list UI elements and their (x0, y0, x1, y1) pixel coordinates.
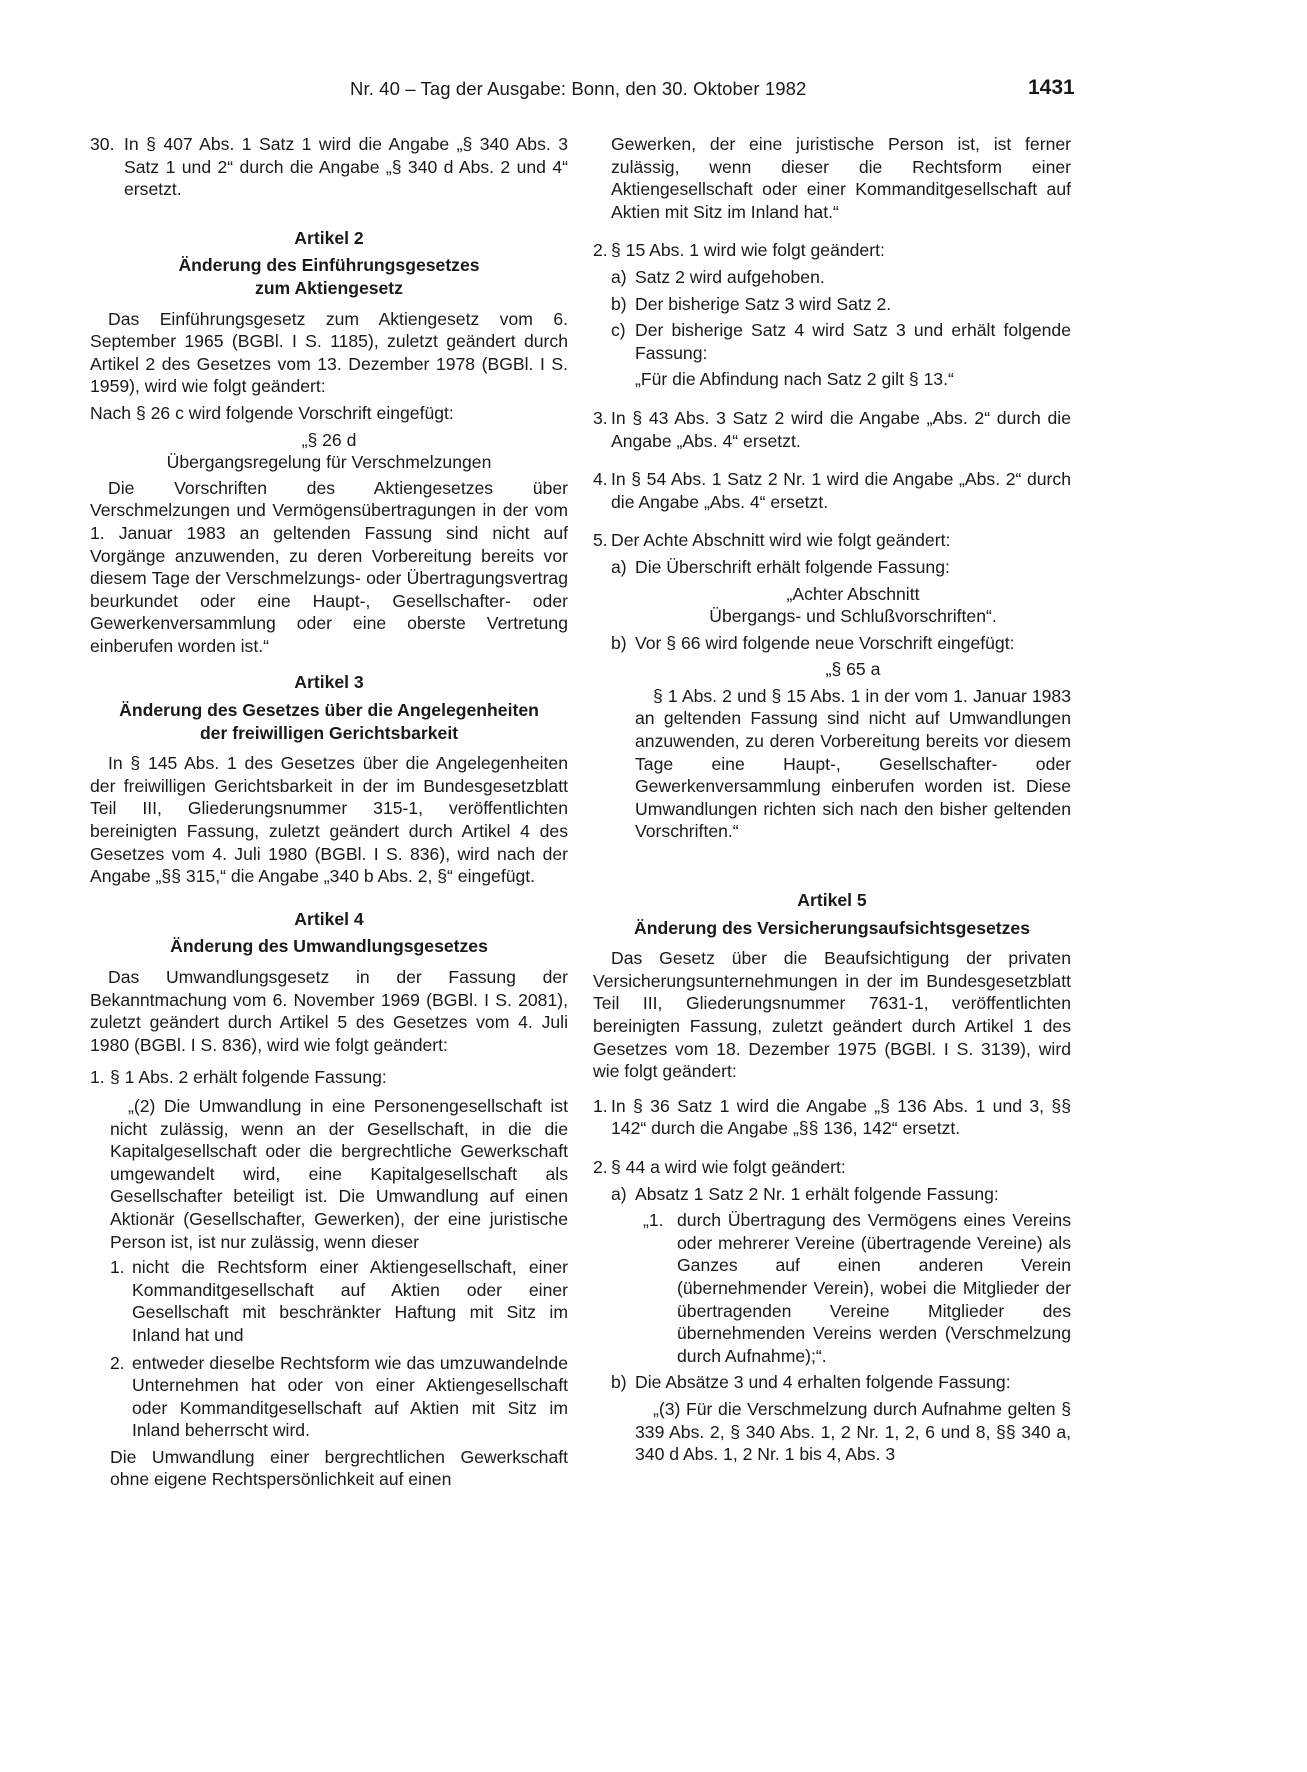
quoted-heading: Übergangs- und Schlußvorschriften“. (709, 606, 997, 627)
item-text: Vor § 66 wird folgende neue Vorschrift eingefügt: (635, 632, 1015, 653)
item-number: 3. (593, 407, 608, 428)
item-number: 30. (90, 134, 115, 154)
paragraph: In § 145 Abs. 1 des Gesetzes über die Angelegenheiten der freiwilligen Gerichtsbarkeit in der im Bundesgesetzblatt Teil III, Gliederungsnummer 315-1, veröffentlichten bereinigten Fassung, zuletzt geändert durch Artikel 4 des Gesetzes vom 4. Juli 1980 (BGBl. I S. 836), wird nach der Angabe „§§ 315,“ die Angabe „340 b Abs. 2, §“ eingefügt. (90, 753, 568, 887)
article-title: Änderung des Gesetzes über die Angelegenheiten (119, 700, 539, 721)
list-item (593, 529, 1071, 552)
article-heading: Artikel 2 (294, 227, 364, 248)
item-letter: c) (611, 320, 626, 341)
item-letter: b) (611, 632, 627, 653)
paragraph: Nach § 26 c wird folgende Vorschrift eingefügt: (90, 402, 454, 423)
page-number: 1431 (1028, 76, 1075, 99)
item-text: § 15 Abs. 1 wird wie folgt geändert: (611, 240, 885, 261)
paragraph: Das Gesetz über die Beaufsichtigung der privaten Versicherungsunternehmungen in der im Bundesgesetzblatt Teil III, Gliederungsnummer 7631-1, veröffentlichten bereinigten Fassung, zuletzt geändert durch Artikel 1 des Gesetzes vom 18. Dezember 1975 (BGBl. I S. 3139), wird wie folgt geändert: (593, 948, 1071, 1082)
item-text: Die Absätze 3 und 4 erhalten folgende Fassung: (635, 1372, 1011, 1393)
item-text: Der bisherige Satz 3 wird Satz 2. (635, 293, 892, 314)
right-column (593, 133, 1071, 1466)
item-text: In § 54 Abs. 1 Satz 2 Nr. 1 wird die Angabe „Abs. 2“ durch die Angabe „Abs. 4“ ersetzt. (611, 469, 1071, 512)
item-number: 1. (90, 1067, 105, 1088)
article-title: Änderung des Umwandlungsgesetzes (170, 936, 488, 957)
paragraph: Das Einführungsgesetz zum Aktiengesetz vom 6. September 1965 (BGBl. I S. 1185), zuletzt geändert durch Artikel 2 des Gesetzes vom 13. Dezember 1978 (BGBl. I S. 1959), wird wie folgt geändert: (90, 308, 568, 397)
quoted-paragraph: „(2) Die Umwandlung in eine Personengesellschaft ist nicht zulässig, wenn an der Gesellschaft, in die die Kapitalgesellschaft oder die bergrechtliche Gewerkschaft umgewandelt wird, eine Kapitalgesellschaft als Gesellschafter beteiligt ist. Die Umwandlung auf einen Aktionär (Gesellschafter, Gewerken), der eine juristische Person ist, ist nur zulässig, wenn dieser (110, 1095, 568, 1252)
quoted-paragraph: „Für die Abfindung nach Satz 2 gilt § 13.“ (635, 369, 954, 390)
item-text: entweder dieselbe Rechtsform wie das umzuwandelnde Unternehmen hat oder von einer Aktiengesellschaft oder Kommanditgesellschaft auf Aktien mit Sitz im Inland beherrscht wird. (132, 1352, 568, 1441)
item-number: 5. (593, 530, 608, 551)
paragraph: Die Vorschriften des Aktiengesetzes über Verschmelzungen und Vermögensübertragungen in der vom 1. Januar 1983 an geltenden Fassung sind nicht auf Vorgänge anzuwenden, zu deren Vorbereitung bereits vor diesem Tage der Verschmelzungs- oder Übertragungsvertrag beurkundet oder eine Haupt-, Gesellschafter- oder Gewerkenversammlung oder eine oberste Vertretung einberufen worden ist.“ (90, 477, 568, 656)
item-number: 1. (110, 1257, 125, 1278)
list-item (593, 293, 1071, 316)
page-header (0, 78, 1307, 108)
item-number: 4. (593, 469, 608, 490)
quoted-item-text: durch Übertragung des Vermögens eines Vereins oder mehrerer Vereine (übertragende Vereine) als Ganzes auf einen anderen Verein (übernehmender Verein), wobei die Mitglieder der übertragenden Vereine Mitglieder des übernehmenden Vereins werden (Verschmelzung durch Aufnahme);“. (677, 1210, 1071, 1366)
item-number: 1. (593, 1095, 608, 1116)
item-text: § 1 Abs. 2 erhält folgende Fassung: (110, 1067, 387, 1088)
quoted-paragraph: „(3) Für die Verschmelzung durch Aufnahme gelten § 339 Abs. 2, § 340 Abs. 1, 2 Nr. 1, 2, 6 und 8, §§ 340 a, 340 d Abs. 1, 2 Nr. 1 bis 4, Abs. 3 (635, 1398, 1071, 1465)
list-item (90, 1256, 568, 1346)
quoted-heading: „Achter Abschnitt (786, 583, 920, 604)
article-title: Änderung des Versicherungsaufsichtsgesetzes (634, 917, 1030, 938)
item-text: nicht die Rechtsform einer Aktiengesellschaft, einer Kommanditgesellschaft auf Aktien oder einer Gesellschaft mit beschränkter Haftung mit Sitz im Inland hat und (132, 1257, 568, 1345)
list-item (90, 133, 568, 201)
list-item (593, 468, 1071, 513)
item-text: Satz 2 wird aufgehoben. (635, 266, 825, 287)
left-column (90, 133, 568, 1491)
item-number: 2. (110, 1352, 125, 1373)
issue-title: Nr. 40 – Tag der Ausgabe: Bonn, den 30. Oktober 1982 (350, 78, 807, 99)
item-number: 2. (593, 1156, 608, 1177)
article-heading: Artikel 4 (294, 908, 364, 929)
list-item (593, 319, 1071, 364)
list-item (593, 632, 1071, 655)
list-item (593, 1371, 1071, 1394)
item-letter: b) (611, 1372, 627, 1393)
paragraph: Das Umwandlungsgesetz in der Fassung der Bekanntmachung vom 6. November 1969 (BGBl. I S. 2081), zuletzt geändert durch Artikel 5 des Gesetzes vom 4. Juli 1980 (BGBl. I S. 836), wird wie folgt geändert: (90, 967, 568, 1055)
section-number: „§ 26 d (301, 429, 357, 450)
item-text: § 44 a wird wie folgt geändert: (611, 1156, 846, 1177)
item-letter: a) (611, 1183, 627, 1204)
paragraph: Gewerken, der eine juristische Person ist, ist ferner zulässig, wenn dieser die Rechtsform einer Aktiengesellschaft oder einer Kommanditgesellschaft auf Aktien mit Sitz im Inland hat.“ (611, 134, 1071, 222)
item-text: Der bisherige Satz 4 wird Satz 3 und erhält folgende Fassung: (635, 320, 1071, 363)
article-title: der freiwilligen Gerichtsbarkeit (199, 722, 459, 743)
item-text: In § 43 Abs. 3 Satz 2 wird die Angabe „Abs. 2“ durch die Angabe „Abs. 4“ ersetzt. (611, 407, 1071, 451)
list-item (593, 1209, 1071, 1367)
list-item (593, 266, 1071, 289)
item-text: Die Überschrift erhält folgende Fassung: (635, 556, 950, 577)
article-heading: Artikel 3 (294, 672, 364, 693)
item-number: 2. (593, 240, 608, 261)
item-text: Absatz 1 Satz 2 Nr. 1 erhält folgende Fassung: (635, 1183, 999, 1204)
article-heading: Artikel 5 (797, 890, 867, 911)
item-letter: b) (611, 293, 627, 314)
item-letter: a) (611, 266, 627, 287)
list-item (90, 1066, 568, 1089)
section-number: „§ 65 a (825, 659, 881, 680)
list-item (593, 556, 1071, 579)
item-text: In § 36 Satz 1 wird die Angabe „§ 136 Abs. 1 und 3, §§ 142“ durch die Angabe „§§ 136, 142“ ersetzt. (611, 1095, 1071, 1139)
item-letter: a) (611, 556, 627, 577)
article-title: Änderung des Einführungsgesetzes (178, 255, 480, 276)
section-title: Übergangsregelung für Verschmelzungen (166, 452, 492, 473)
list-item (90, 1352, 568, 1442)
item-number: „1. (643, 1210, 664, 1231)
quoted-paragraph: § 1 Abs. 2 und § 15 Abs. 1 in der vom 1. Januar 1983 an geltenden Fassung sind nicht auf Umwandlungen anzuwenden, zu deren Vorbereitung bereits vor diesem Tage eine Haupt-, Gesellschafter- oder Gewerkenversammlung einberufen worden ist. Diese Umwandlungen richten sich nach den bisher geltenden Vorschriften.“ (635, 685, 1071, 842)
item-text: In § 407 Abs. 1 Satz 1 wird die Angabe „§ 340 Abs. 3 Satz 1 und 2“ durch die Angabe „§ 340 d Abs. 2 und 4“ ersetzt. (124, 134, 568, 200)
list-item (593, 407, 1071, 452)
list-item (593, 1156, 1071, 1179)
list-item (593, 1183, 1071, 1206)
list-item (593, 239, 1071, 262)
item-text: Der Achte Abschnitt wird wie folgt geändert: (611, 530, 951, 551)
article-title: zum Aktiengesetz (255, 277, 403, 298)
paragraph: Die Umwandlung einer bergrechtlichen Gewerkschaft ohne eigene Rechtspersönlichkeit auf einen (110, 1446, 568, 1490)
list-item (593, 1095, 1071, 1140)
